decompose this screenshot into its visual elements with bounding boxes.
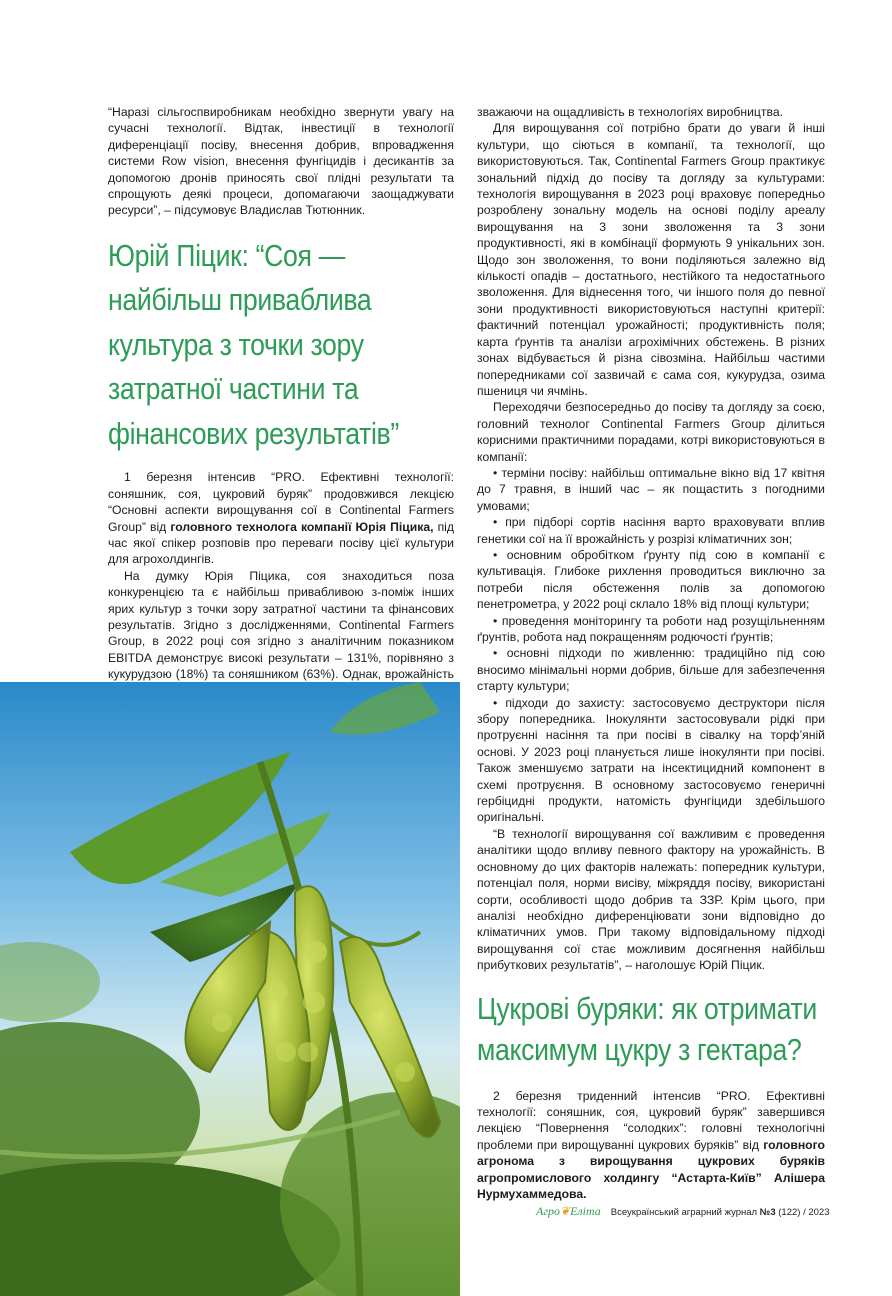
- logo-text-2: Еліта: [570, 1204, 601, 1218]
- soy-speaker-name: головного технолога компанії Юрія Піцика,: [170, 519, 434, 534]
- advice-bullet: • терміни посіву: найбільш оптимальне вікно від 17 квітня до 7 травня, в інший час – як пощастить з погодними умовами;: [477, 465, 825, 513]
- advice-bullet: • при підборі сортів насіння варто враховувати вплив генетики сої на її врожайність у розрізі кліматичних зон;: [477, 515, 825, 546]
- continuation-paragraph: зважаючи на ощадливість в технологіях виробництва.: [477, 105, 783, 119]
- advice-bullet: • основним обробітком ґрунту під сою в компанії є культивація. Глибоке рихлення проводиться виключно за потреби після обстеження полів за допомогою пенетрометра, у 2022 році склало 18% від площі культури;: [477, 547, 825, 612]
- issue-number: №3: [759, 1207, 776, 1218]
- issue-detail: (122) / 2023: [775, 1207, 830, 1218]
- soy-section-heading: Юрій Піцик: “Соя — найбільш приваблива культура з точки зору затратної частини та фінансових результатів”: [108, 237, 399, 451]
- sugar-beet-intro-paragraph: [477, 1088, 825, 1203]
- advice-bullet: • проведення моніторингу та роботи над розущільненням ґрунтів, робота над покращенням родючості ґрунтів;: [477, 613, 825, 644]
- soy-intro-text: 1 березня інтенсив “PRO. Ефективні технології: соняшник, соя, цукровий буряк” продовжився лекцією “Основні аспекти вирощування сої в Continental Farmers Group” від: [108, 470, 454, 534]
- page-footer: [536, 1204, 836, 1220]
- sugar-beet-section-heading: Цукрові буряки: як отримати максимум цукру з гектара?: [477, 990, 817, 1067]
- closing-quote-paragraph: “В технології вирощування сої важливим є проведення аналітики щодо впливу певного фактору на урожайність. В основному до цих факторів належать: попередник культури, потенціал поля, норми висіву, міжряддя посіву, використані сорти, особливості щодо добрив та ЗЗР. Крім цього, при аналізі необхідно диференціювати зони відповідно до кліматичних умов. При такому відповідальному підході вирощування сої стає можливим досягнення найбільш прибуткових результатів”, – наголошує Юрій Піцик.: [477, 826, 825, 973]
- soy-intro-paragraph: [108, 469, 454, 567]
- logo-text: Агро: [536, 1204, 561, 1218]
- advice-bullet: • основні підходи по живленню: традиційно під сою вносимо мінімальні норми добрив, більше для забезпечення старту культури;: [477, 646, 825, 694]
- advice-intro-paragraph: Переходячи безпосередньо до посіву та догляду за соєю, головний технолог Continental Farmers Group ділиться корисними практичними порадами, котрі використовуються в компанії:: [477, 400, 825, 464]
- sugar-beet-speaker-name: головного агронома з вирощування цукрових буряків агропромислового холдингу “Астарта-Київ” Алішера Нурмухаммедова.: [477, 1137, 825, 1201]
- agroelita-logo: [536, 1204, 601, 1218]
- soybean-photo: [0, 682, 460, 1296]
- soy-intro-text-end: під час якої спікер розповів про переваги посіву цієї культури для агрохолдингів.: [108, 519, 454, 567]
- soy-opinion-paragraph: На думку Юрія Піцика, соя знаходиться поза конкуренцією та є найбільш привабливою з-поміж інших ярих культур з точки зору затратної частини та фінансових результатів. Згідно з дослідженнями, Continental Farmers Group, в 2022 році соя згідно з аналітичним показником EBITDA демонструє високі результати – 131%, порівняно з кукурудзою (18%) та соняшником (63%). Однак, врожайність: [108, 568, 454, 682]
- advice-bullet: • підходи до захисту: застосовуємо деструктори після збору попередника. Інокулянти застосовували рідкі при протруєнні насіння та при посіві в сівалку на торф’яній основі. У 2023 році планується лише інокулянти при посіві. Також зменшуємо затрати на інсектицидний компонент в схемі протруєння. В основному застосовуємо генеричні гербіцидні продукти, натомість фунгіциди здебільшого оригінальні.: [477, 695, 825, 825]
- soybean-illustration: [0, 682, 460, 1296]
- quote-paragraph: “Наразі сільгоспвиробникам необхідно звернути увагу на сучасні технології. Відтак, інвестиції в технології диференціації посіву, внесення добрив, впровадження системи Row vision, внесення фунгіцидів і десикантів за допомогою дронів приносять свої плідні результати та спрощують деякі процеси, допомагаючи заощаджувати ресурси”, – підсумовує Владислав Тютюнник.: [108, 105, 454, 218]
- zones-paragraph: Для вирощування сої потрібно брати до уваги й інші культури, що сіються в компанії, та технології, що використовуються. Так, Continental Farmers Group практикує зональний підхід до посіву та догляду за культурами: технологія вирощування в 2023 році враховує попередньо розроблену зональну модель на основі поділу ареалу вирощування на 3 зони зволоження та 3 зони продуктивності, які в комбінації формують 9 унікальних зон. Щодо зон зволоження, то вони поділяються залежно від кількості опадів – достатнього, нестійкого та недостатнього зволоження. Для віднесення того, чи іншого поля до певної зони продуктивності використовуються наступні критерії: фактичний потенціал урожайності; продуктивність поля; карта ґрунтів та аналізи агрохімічних обстежень. В різних зонах відбувається й різна сівозміна. Найбільш частими попередниками сої зазвичай є сама соя, кукурудза, озима пшениця чи ячмінь.: [477, 121, 825, 398]
- journal-title: Всеукраїнський аграрний журнал: [610, 1207, 760, 1218]
- left-column: [108, 104, 454, 748]
- sugar-beet-intro-text: 2 березня триденний інтенсив “PRO. Ефективні технології: соняшник, соя, цукровий буряк” завершився лекцією “Повернення “солодких”: головні технологічні проблеми при вирощуванні цукрових буряків” від: [477, 1088, 825, 1152]
- logo-leaf-icon: ❦: [560, 1204, 571, 1218]
- right-column: [477, 104, 825, 1202]
